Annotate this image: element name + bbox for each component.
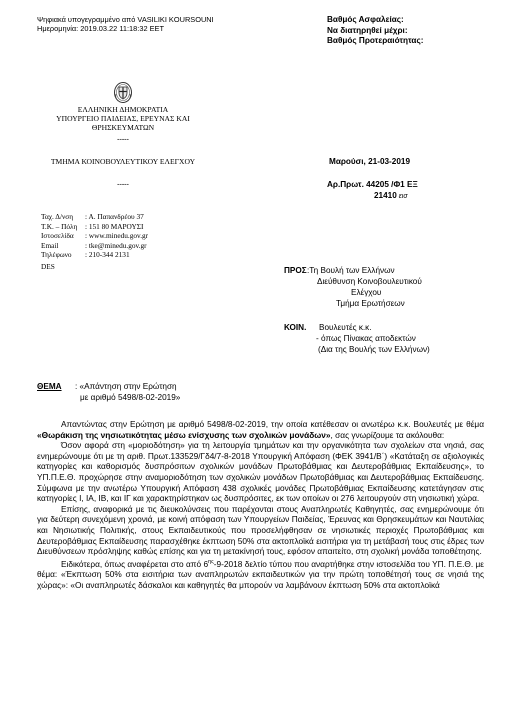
to-recipient-line: :Τη Βουλή των Ελλήνων bbox=[307, 266, 395, 275]
protocol-sub bbox=[374, 191, 408, 202]
signature-date: Ημερομηνία: 2019.03.22 11:18:32 EET bbox=[37, 24, 164, 33]
date-place: Μαρούσι, 21-03-2019 bbox=[329, 157, 410, 166]
body-emphasis: «Θωράκιση της νησιωτικότητας μέσω ενίσχυσης των σχολικών μονάδων» bbox=[37, 429, 331, 440]
keep-until: Να διατηρηθεί μέχρι: bbox=[327, 25, 408, 35]
contact-info bbox=[41, 212, 148, 260]
to-recipient-line: Ελέγχου bbox=[351, 288, 382, 297]
protocol-number: Αρ.Πρωτ. 44205 /Φ1 ΕΞ bbox=[327, 180, 418, 189]
cc-recipient-line: (Δια της Βουλής των Ελλήνων) bbox=[318, 345, 430, 354]
ordinal-superscript: ης bbox=[208, 558, 214, 565]
cc-recipient-line: - όπως Πίνακας αποδεκτών bbox=[316, 334, 416, 343]
contact-row bbox=[41, 231, 148, 241]
security-level: Βαθμός Ασφαλείας: bbox=[327, 15, 404, 24]
contact-value: : 210-344 2131 bbox=[85, 250, 130, 260]
contact-label: Email bbox=[41, 240, 59, 250]
to-recipient-line: Διεύθυνση Κοινοβουλευτικού bbox=[317, 277, 422, 286]
body-paragraph: Επίσης, αναφορικά με τις διευκολύνσεις που παρέχονται στους Αναπληρωτές Καθηγητές, σας ενημερώνουμε ότι για δεύτερη συνεχόμενη χρονιά, με κοινή απόφαση των Υπουργείων Παιδείας, Έρευνας και Θρησκευμάτων και Ναυτιλίας και Νησιωτικής Πολιτικής, στους Εκπαιδευτικούς που προσελήφθησαν σε νησιωτικές περιοχές Πρωτοβάθμιας και Δευτεροβάθμιας Εκπαίδευσης παρασχέθηκε έκπτωση 50% στα ακτοπλοϊκά εισιτήρια για τη μετάβασή τους στις έδρες των Διευθύνσεων πρόσληψης καθώς επίσης και για τη μετακίνησή τους, εφόσον απαιτείτο, στη σχολική μονάδα τοποθέτησης. bbox=[37, 503, 484, 557]
protocol-incoming-number: 21410 bbox=[374, 191, 397, 200]
contact-label: Τ.Κ. – Πόλη bbox=[41, 221, 78, 231]
body-paragraph bbox=[37, 419, 484, 440]
body-paragraph: Όσον αφορά στη «μοριοδότηση» για τη λειτουργία τμημάτων και την οργανικότητα των σχολείων στα νησιά, σας ενημερώνουμε ότι με τη αριθ. Πρωτ.133529/Γδ4/7-8-2018 Υπουργική Απόφαση (ΦΕΚ 3941/Β΄) «Κατάταξη σε αξιολογικές κατηγορίες και καθορισμός δυσπρόσιτων σχολικών μονάδων Πρωτοβάθμιας και Δευτεροβάθμιας Εκπαίδευσης», το ΥΠ.Π.Ε.Θ. προχώρησε στην αναμοριοδότηση των σχολικών μονάδων Πρωτοβάθμιας και Δευτεροβάθμιας Εκπαίδευσης. Σύμφωνα με την ανωτέρω Υπουργική Απόφαση 438 σχολικές μονάδες Πρωτοβάθμιας Εκπαίδευσης κατετάγησαν στις κατηγορίες Ι, ΙΑ, ΙΒ, και ΙΓ και χαρακτηρίστηκαν ως δυσπρόσιτες, εκ των οποίων οι 276 λειτουργούν στη νησιωτική χώρα. bbox=[37, 440, 484, 504]
body-text: Απαντώντας στην Ερώτηση με αριθμό 5498/8-02-2019, την οποία κατέθεσαν οι ανωτέρω κ.κ. Βουλευτές με θέμα bbox=[61, 419, 484, 429]
body-text: , σας γνωρίζουμε τα ακόλουθα: bbox=[330, 429, 445, 440]
contact-label: Τηλέφωνο bbox=[41, 250, 72, 260]
letter-body bbox=[37, 419, 484, 590]
ministry-name-line1: ΥΠΟΥΡΓΕΙΟ ΠΑΙΔΕΙΑΣ, ΕΡΕΥΝΑΣ ΚΑΙ bbox=[56, 114, 190, 123]
classification-block bbox=[327, 15, 423, 47]
body-text: -9-2018 δελτίο τύπου που αναρτήθηκε στην ιστοσελίδα του ΥΠ. Π.Ε.Θ. με θέμα: «Έκπτωση 50% στα εισιτήρια των αναπληρωτών εκπαιδευτικών για την πρώτη τοποθέτησή τους σε νησιά της χώρας»: «Οι αναπληρωτές δάσκαλοι και καθηγητές θα μπορούν να λαμβάνουν έκπτωση 50% στα ακτοπλοϊκά bbox=[37, 558, 484, 590]
department-name: ΤΜΗΜΑ ΚΟΙΝΟΒΟΥΛΕΥΤΙΚΟΥ ΕΛΕΓΧΟΥ bbox=[50, 157, 196, 166]
priority-level: Βαθμός Προτεραιότητας: bbox=[327, 36, 424, 45]
cc-label: ΚΟΙΝ. bbox=[284, 323, 307, 332]
greek-coat-of-arms-icon bbox=[112, 80, 134, 104]
contact-label: Ταχ. Δ/νση bbox=[41, 212, 74, 221]
signature-line: Ψηφιακά υπογεγραμμένο από VASILIKI KOURSOUNI bbox=[37, 15, 214, 24]
country-name: ΕΛΛΗΝΙΚΗ ΔΗΜΟΚΡΑΤΙΑ bbox=[77, 105, 169, 114]
ministry-name-line2: ΘΡΗΣΚΕΥΜΑΤΩΝ bbox=[91, 123, 155, 132]
contact-row bbox=[41, 241, 148, 251]
to-recipient-line: Τμήμα Ερωτήσεων bbox=[336, 299, 405, 308]
protocol-incoming-suffix: εισ bbox=[396, 193, 408, 200]
digital-signature bbox=[37, 15, 214, 33]
subject-line: : «Απάντηση στην Ερώτηση bbox=[75, 382, 177, 391]
contact-value: : 151 80 ΜΑΡΟΥΣΙ bbox=[85, 221, 144, 231]
contact-value: : Α. Παπανδρέου 37 bbox=[85, 212, 144, 221]
ministry-header bbox=[38, 105, 208, 132]
subject-label: ΘΕΜΑ bbox=[37, 382, 62, 391]
contact-row bbox=[41, 222, 148, 232]
header-separator: ----- bbox=[117, 180, 129, 188]
subject-line: με αριθμό 5498/8-02-2019» bbox=[80, 393, 181, 402]
website-link[interactable]: : www.minedu.gov.gr bbox=[85, 231, 149, 241]
to-label: ΠΡΟΣ bbox=[284, 266, 307, 275]
body-text: Ειδικότερα, όπως αναφέρεται στο από 6 bbox=[61, 558, 209, 569]
contact-row bbox=[41, 212, 148, 222]
body-paragraph bbox=[37, 557, 484, 591]
des-code: DES bbox=[41, 262, 55, 271]
header-separator: ----- bbox=[117, 135, 129, 143]
cc-recipient-line: Βουλευτές κ.κ. bbox=[319, 323, 372, 332]
contact-row bbox=[41, 250, 148, 260]
contact-label: Ιστοσελίδα bbox=[41, 231, 74, 241]
email-link[interactable]: : tke@minedu.gov.gr bbox=[85, 240, 147, 250]
